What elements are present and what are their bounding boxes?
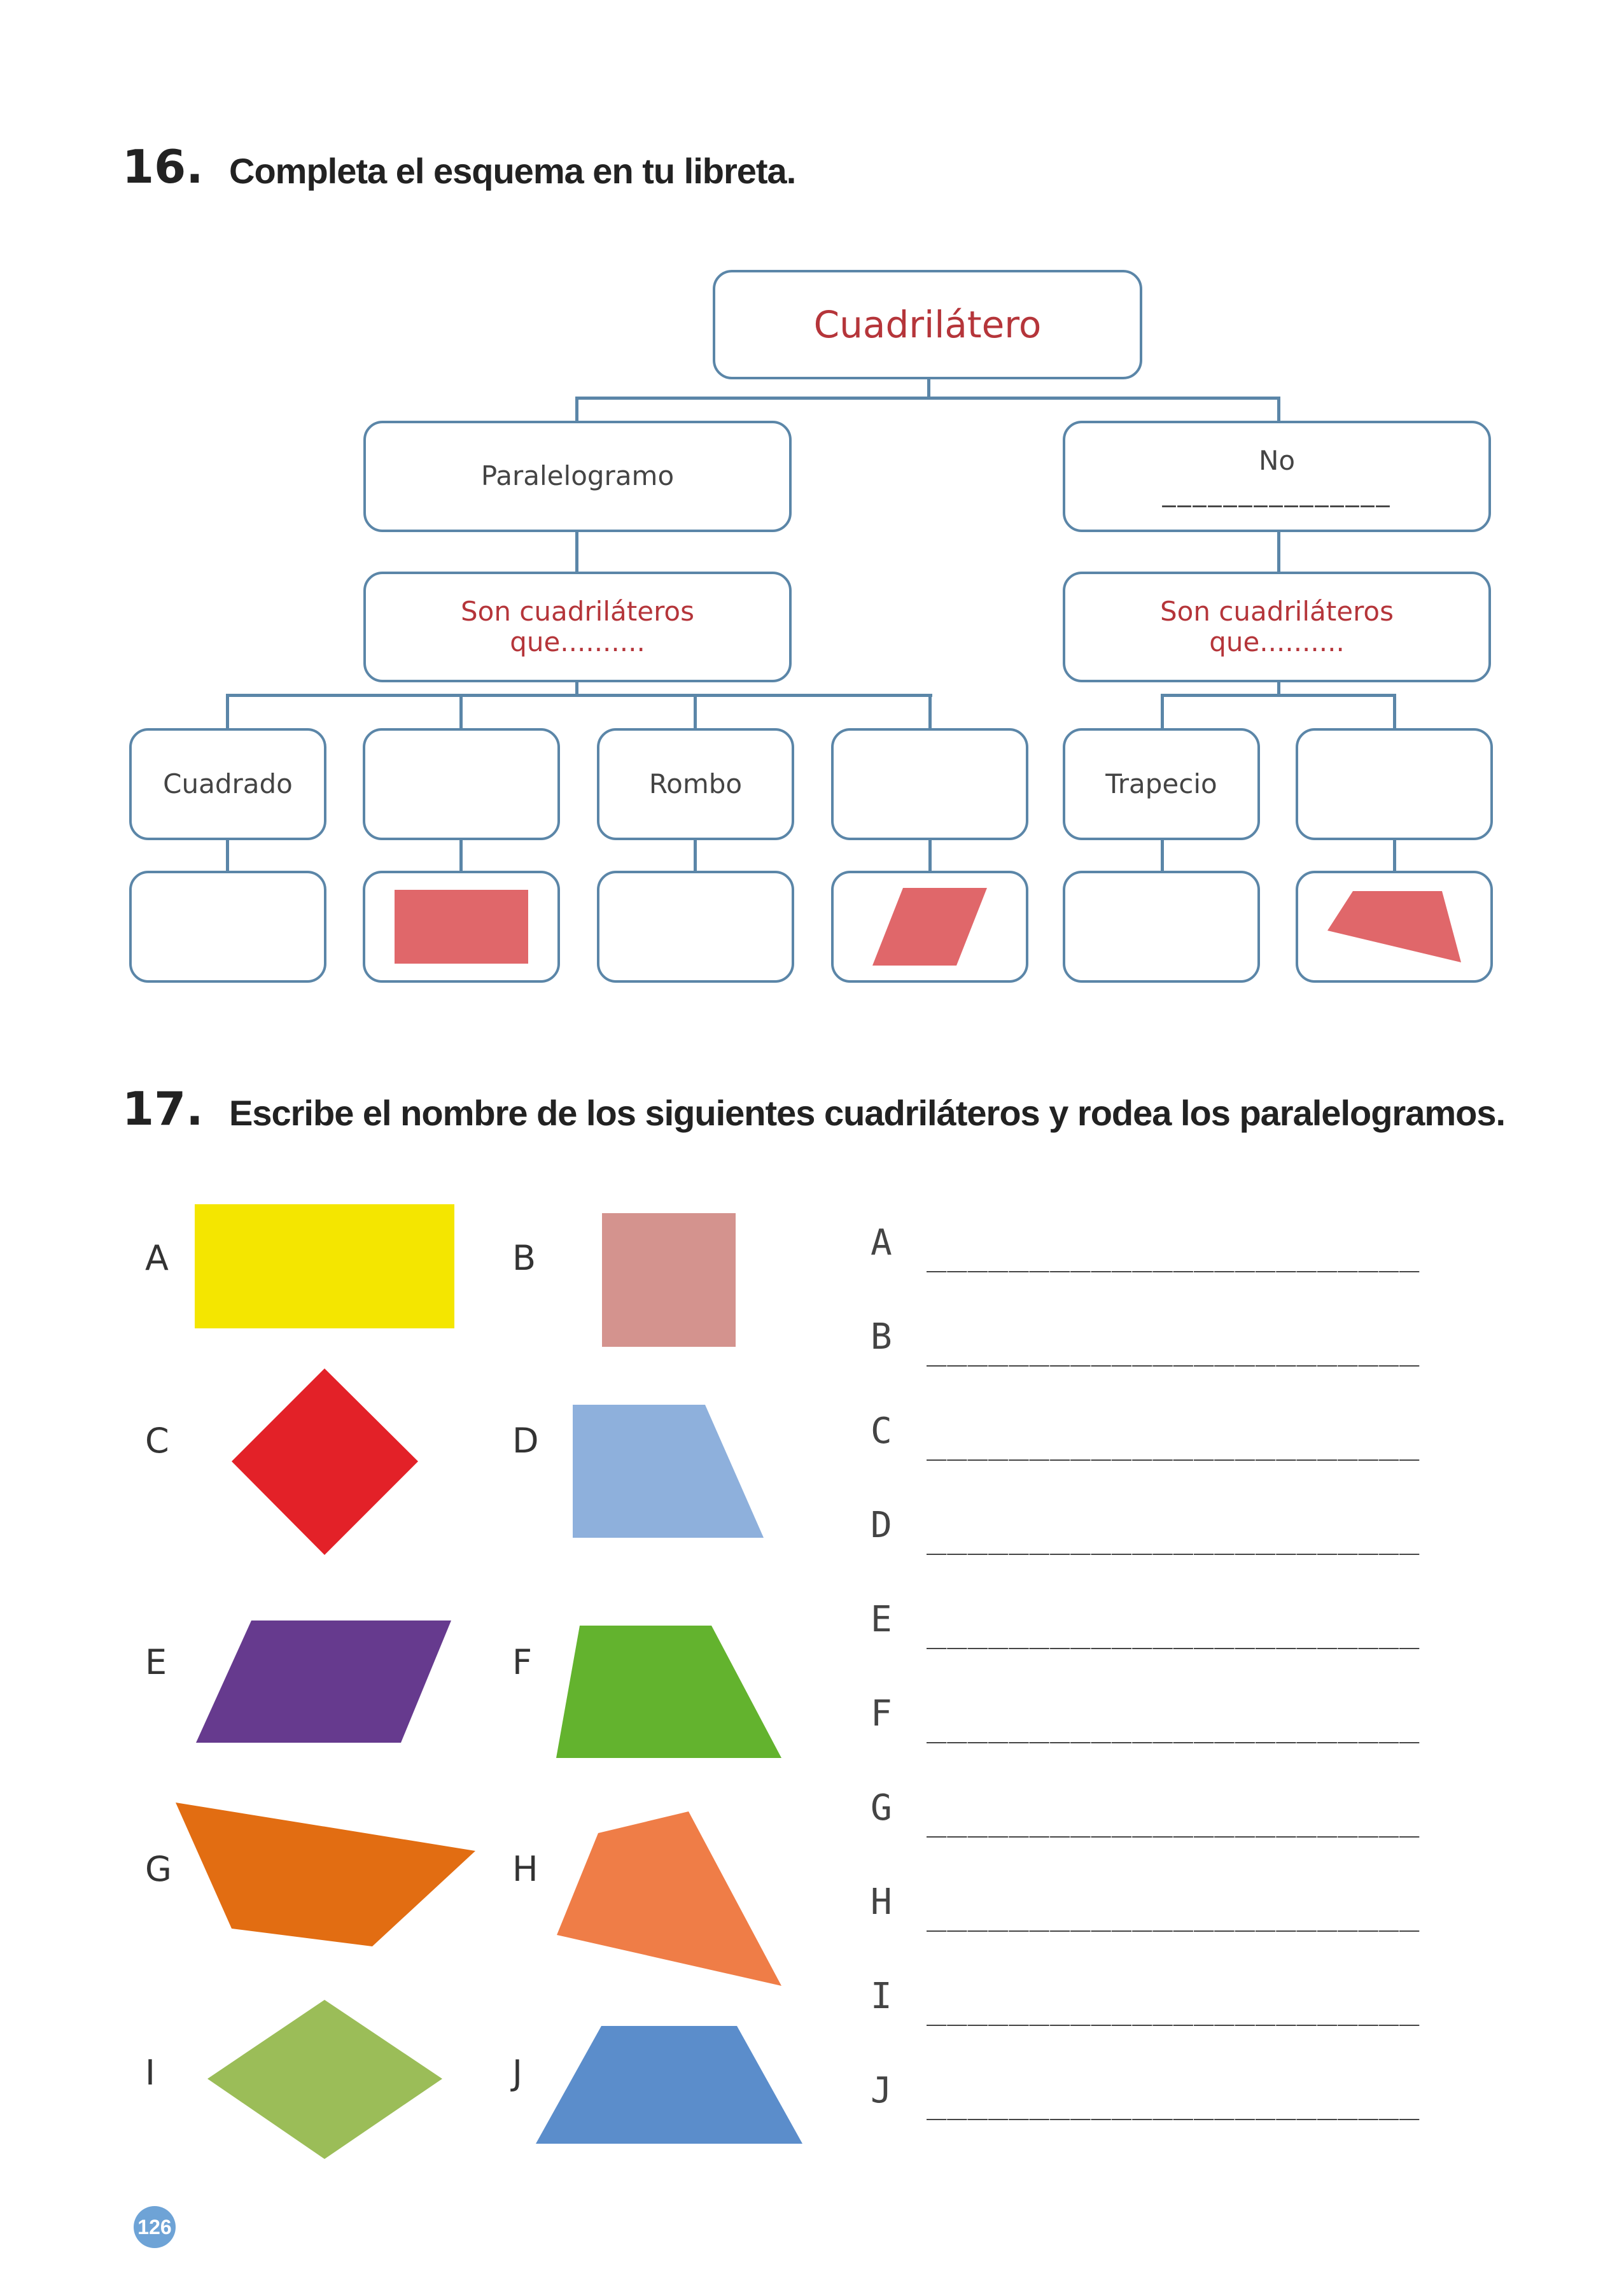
shape-letter-j: J [512,2053,522,2093]
shape-c-square-rotated [232,1368,418,1555]
answer-letter: D [871,1505,892,1546]
answer-line[interactable]: ________________________ [927,1800,1420,1838]
answer-line[interactable]: ________________________ [927,2083,1420,2121]
shape-h-trapezoid [557,1811,781,1986]
scheme-leaf-trapezoid-label: Trapecio [1105,768,1217,799]
scheme-shape-box-5 [1063,871,1260,983]
shape-letter-b: B [512,1238,536,1278]
question-16-text: Completa el esquema en tu libreta. [229,151,796,191]
question-17-text: Escribe el nombre de los siguientes cuadriláteros y rodea los paralelogramos. [229,1093,1506,1133]
shape-letter-f: F [512,1642,533,1682]
answer-line[interactable]: ________________________ [927,1329,1420,1367]
shape-e-rhomboid [196,1621,451,1743]
question-16-number: 16. [122,140,204,193]
answer-line[interactable]: ________________________ [927,1235,1420,1273]
trapezoid-shape [1327,891,1461,962]
scheme-leaf-blank-3 [1296,728,1493,840]
answer-letter: F [871,1693,892,1734]
scheme-no-blank: _______________ [1162,475,1392,507]
shape-i-rhombus [207,2000,442,2159]
scheme-shape-box-6 [1296,871,1493,983]
rhomboid-shape [872,888,987,966]
answer-line[interactable]: ________________________ [927,1706,1420,1744]
shape-letter-a: A [145,1238,169,1278]
answer-line[interactable]: ________________________ [927,1612,1420,1650]
scheme-leaf-trapezoid [1063,728,1260,840]
answer-line[interactable]: ________________________ [927,1423,1420,1461]
scheme-shape-box-4 [831,871,1028,983]
scheme-right-description-line1: Son cuadriláteros [1159,595,1394,627]
scheme-no-box [1063,421,1491,532]
shape-g-trapezoid [176,1803,475,1946]
scheme-right-description-box [1063,572,1491,682]
answer-letter: H [871,1881,892,1923]
shape-b-square [602,1213,736,1347]
shape-letter-h: H [512,1849,538,1889]
shape-j-trapezoid [536,2026,802,2144]
shape-a-rectangle [195,1204,454,1328]
page-number: 126 [137,2215,172,2239]
question-17-number: 17. [122,1082,204,1135]
shape-letter-i: I [145,2053,155,2093]
scheme-leaf-blank-2 [831,728,1028,840]
shape-letter-e: E [145,1642,167,1682]
scheme-no-label: No [1258,445,1296,477]
answer-letter: G [871,1787,892,1829]
answer-letter: B [871,1316,892,1358]
shape-letter-g: G [145,1849,172,1889]
answer-letter: A [871,1222,892,1263]
shape-d-right-trapezoid [573,1405,764,1538]
answer-letter: J [871,2070,892,2111]
scheme-leaf-square-label: Cuadrado [163,768,293,799]
scheme-left-description-line1: Son cuadriláteros [460,595,694,627]
answer-line[interactable]: ________________________ [927,1988,1420,2027]
answer-line[interactable]: ________________________ [927,1894,1420,1932]
scheme-root-label: Cuadrilátero [813,302,1042,346]
scheme-right-description-line2: que.......... [1209,626,1345,657]
scheme-left-description-line2: que.......... [510,626,645,657]
answer-letter: E [871,1599,892,1640]
scheme-leaf-rhombus-label: Rombo [648,768,743,799]
scheme-parallelogram-label: Paralelogramo [480,460,675,492]
answer-letter: C [871,1410,892,1452]
answer-line[interactable]: ________________________ [927,1517,1420,1556]
page-number-badge [134,2206,176,2248]
shape-letter-c: C [145,1421,169,1461]
shape-f-trapezoid [556,1626,781,1758]
answer-letter: I [871,1976,892,2017]
shape-letter-d: D [512,1421,539,1461]
